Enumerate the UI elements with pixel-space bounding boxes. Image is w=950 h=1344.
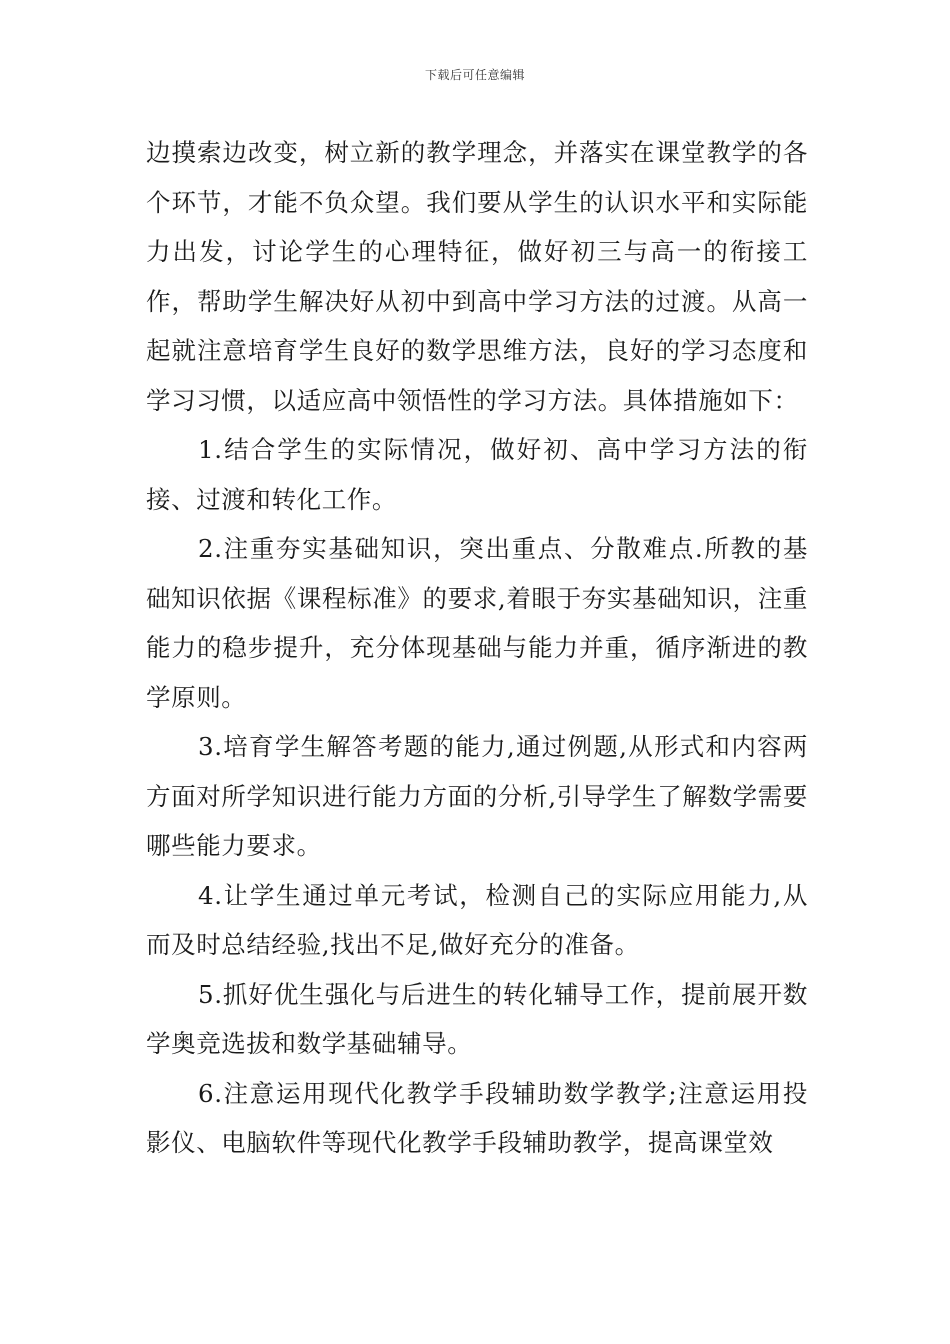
header-note: 下载后可任意编辑 — [424, 68, 525, 82]
paragraph-item-4: 4.让学生通过单元考试，检测自己的实际应用能力,从而及时总结经验,找出不足,做好充分的准备。 — [146, 880, 808, 959]
paragraph-item-2: 2.注重夯实基础知识，突出重点、分散难点.所教的基础知识依据《课程标准》的要求,着眼于夯实基础知识，注重能力的稳步提升，充分体现基础与能力并重，循序渐进的教学原则。 — [146, 534, 808, 712]
paragraph-item-6: 6.注意运用现代化教学手段辅助数学教学;注意运用投影仪、电脑软件等现代化教学手段辅助教学，提高课堂效 — [146, 1078, 808, 1157]
document-body — [146, 128, 808, 1168]
paragraph-intro: 边摸索边改变，树立新的教学理念，并落实在课堂教学的各个环节，才能不负众望。我们要从学生的认识水平和实际能力出发，讨论学生的心理特征，做好初三与高一的衔接工作，帮助学生解决好从初中到高中学习方法的过渡。从高一起就注意培育学生良好的数学思维方法，良好的学习态度和学习习惯，以适应高中领悟性的学习方法。具体措施如下： — [146, 138, 808, 415]
paragraph-item-3: 3.培育学生解答考题的能力,通过例题,从形式和内容两方面对所学知识进行能力方面的分析,引导学生了解数学需要哪些能力要求。 — [146, 732, 808, 860]
paragraph-item-5: 5.抓好优生强化与后进生的转化辅导工作，提前展开数学奥竞选拔和数学基础辅导。 — [146, 979, 808, 1058]
paragraph-item-1: 1.结合学生的实际情况，做好初、高中学习方法的衔接、过渡和转化工作。 — [146, 435, 808, 514]
